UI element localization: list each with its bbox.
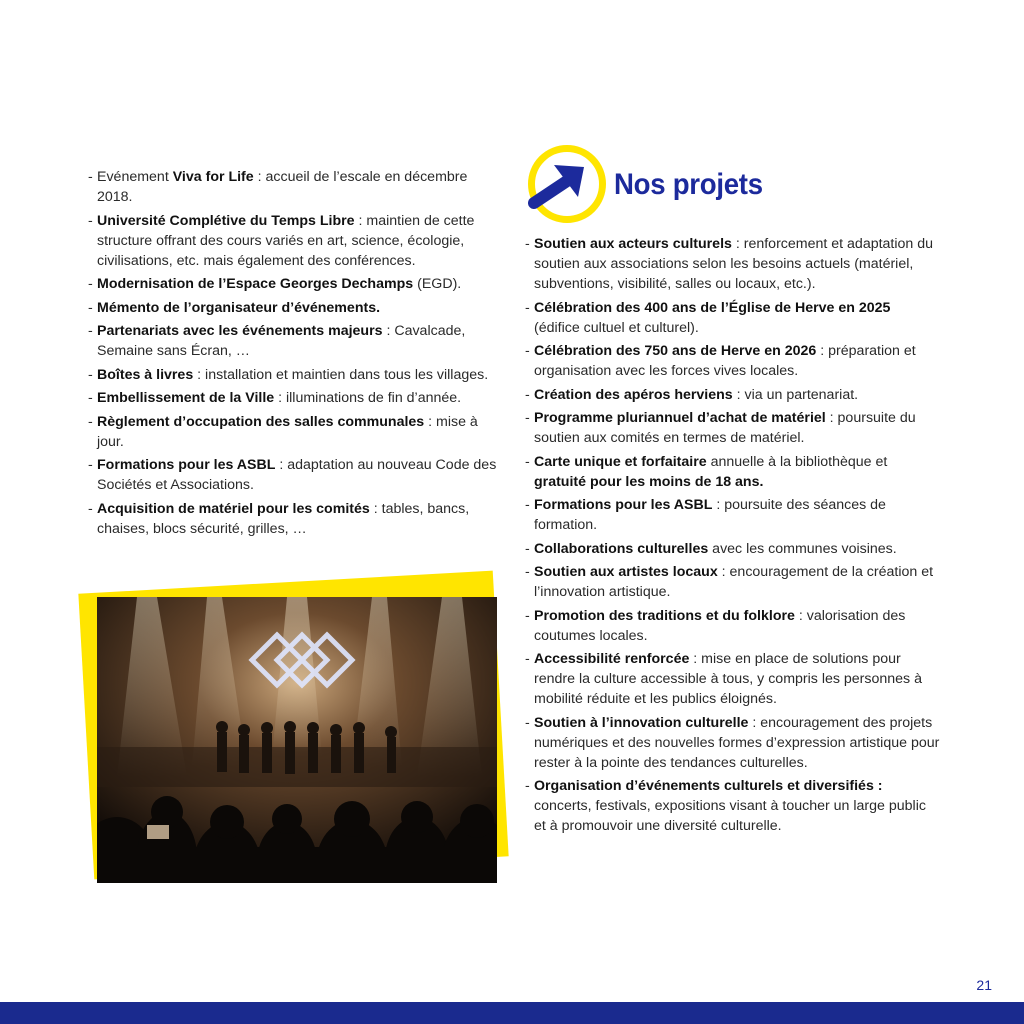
bullet-dash: -	[88, 413, 93, 430]
list-item-text	[534, 713, 940, 773]
list-item-text	[534, 562, 940, 602]
list-item-text	[534, 385, 940, 405]
bold-text: Boîtes à livres	[97, 366, 194, 383]
bold-text: Soutien aux acteurs culturels	[534, 236, 732, 252]
bullet-dash: -	[525, 386, 530, 403]
left-list-item	[88, 321, 500, 361]
plain-text: : mise à jour.	[97, 413, 478, 450]
right-list-item	[525, 649, 940, 709]
list-item-text	[534, 234, 940, 294]
bold-text: Organisation d’événements culturels et diversifiés :	[534, 778, 883, 794]
list-item-text	[97, 211, 500, 271]
plain-text: : maintien de cette structure offrant des cours variés en art, science, écologie, civilisations, etc. mais également des conférences.	[97, 212, 475, 269]
plain-text: : accueil de l’escale en décembre 2018.	[97, 169, 468, 205]
left-list-item	[88, 211, 500, 271]
list-item-text	[534, 606, 940, 646]
plain-text: : installation et maintien dans tous les villages.	[193, 366, 489, 383]
plain-text: : via un partenariat.	[732, 386, 859, 403]
list-item-text	[534, 649, 940, 709]
right-list-item	[525, 539, 940, 559]
bullet-dash: -	[88, 299, 93, 316]
list-item-text	[534, 452, 940, 492]
left-list-item	[88, 365, 500, 385]
footer-bar	[0, 1002, 1024, 1024]
bold-text: Programme pluriannuel d’achat de matériel	[534, 410, 826, 426]
left-list-item	[88, 274, 500, 294]
list-item-text	[97, 321, 500, 361]
list-item-text	[534, 776, 940, 836]
section-heading-block	[524, 143, 824, 228]
plain-text: : illuminations de fin d’année.	[274, 390, 462, 406]
list-item-text	[534, 539, 940, 559]
right-list-item	[525, 298, 940, 338]
photo-block	[88, 578, 518, 878]
plain-text: : adaptation au nouveau Code des Sociétés et Associations.	[97, 457, 497, 493]
left-list-item	[88, 388, 500, 408]
plain-text: : poursuite du soutien aux comités en termes de matériel.	[534, 410, 916, 446]
plain-text: Evénement	[97, 169, 173, 185]
bullet-dash: -	[525, 453, 530, 470]
bullet-dash: -	[525, 410, 530, 426]
list-item-text	[97, 499, 500, 539]
right-list-item	[525, 713, 940, 773]
plain-text: : valorisation des coutumes locales.	[534, 607, 906, 644]
plain-text: concerts, festivals, expositions visant à toucher un large public et à promouvoir une diversité culturelle.	[534, 798, 926, 834]
bold-text: Promotion des traditions et du folklore	[534, 607, 795, 624]
bold-text: Accessibilité renforcée	[534, 651, 690, 667]
right-list-item	[525, 408, 940, 448]
list-item-text	[97, 274, 500, 294]
right-list-item	[525, 606, 940, 646]
bold-text: Modernisation de l’Espace Georges Dechamps	[97, 276, 414, 292]
bold-text: Collaborations culturelles	[534, 540, 709, 557]
bullet-dash: -	[88, 169, 93, 185]
section-heading: Nos projets	[614, 168, 763, 201]
bullet-dash: -	[525, 564, 530, 580]
bullet-dash: -	[525, 236, 530, 252]
bullet-dash: -	[525, 540, 530, 557]
plain-text: : Cavalcade, Semaine sans Écran, …	[97, 323, 466, 359]
bold-text: Embellissement de la Ville	[97, 390, 275, 406]
bold-text: Viva for Life	[172, 169, 254, 185]
list-item-text	[534, 298, 940, 338]
left-list-item	[88, 298, 500, 318]
left-list-item	[88, 167, 500, 207]
bold-text: Acquisition de matériel pour les comités	[97, 500, 370, 517]
page-number: 21	[976, 977, 992, 993]
bold-text: gratuité pour les moins de 18 ans.	[534, 473, 764, 490]
plain-text: : mise en place de solutions pour rendre la culture accessible à tous, y compris les personnes à mobilité réduite et les publics éloignés.	[534, 651, 922, 707]
bold-text: Partenariats avec les événements majeurs	[97, 323, 383, 339]
list-item-text	[534, 341, 940, 381]
list-item-text	[534, 408, 940, 448]
arrow-up-right-icon	[524, 143, 608, 227]
bold-text: Soutien aux artistes locaux	[534, 564, 718, 580]
left-list-item	[88, 455, 500, 495]
bold-text: Université Complétive du Temps Libre	[97, 212, 355, 229]
left-list-item	[88, 499, 500, 539]
bullet-dash: -	[88, 323, 93, 339]
plain-text: : poursuite des séances de formation.	[534, 497, 886, 533]
bullet-dash: -	[525, 778, 530, 794]
bold-text: Célébration des 400 ans de l’Église de Herve en 2025	[534, 299, 891, 316]
right-list-item	[525, 776, 940, 836]
list-item-text	[97, 365, 500, 385]
bullet-dash: -	[88, 500, 93, 517]
bullet-dash: -	[88, 457, 93, 473]
right-list-item	[525, 341, 940, 381]
plain-text: : renforcement et adaptation du soutien aux associations selon les besoins actuels (matériel, subventions, visibilité, salles ou locaux, etc.).	[534, 236, 934, 292]
right-list-item	[525, 495, 940, 535]
plain-text: (édifice cultuel et culturel).	[534, 319, 699, 336]
right-list-item	[525, 562, 940, 602]
concert-stage-photo	[97, 597, 497, 883]
bullet-dash: -	[525, 651, 530, 667]
bullet-dash: -	[525, 299, 530, 316]
bold-text: Règlement d’occupation des salles communales	[97, 413, 425, 430]
plain-text: : encouragement de la création et l’innovation artistique.	[534, 564, 934, 600]
bold-text: Formations pour les ASBL	[97, 457, 276, 473]
plain-text: (EGD).	[413, 276, 462, 292]
right-column	[525, 234, 940, 840]
bullet-dash: -	[525, 343, 530, 359]
right-list-item	[525, 385, 940, 405]
bold-text: Création des apéros herviens	[534, 386, 733, 403]
right-list-item	[525, 452, 940, 492]
bold-text: Mémento de l’organisateur d’événements.	[97, 299, 381, 316]
right-list-item	[525, 234, 940, 294]
plain-text: : tables, bancs, chaises, blocs sécurité, grilles, …	[97, 500, 470, 537]
left-list-item	[88, 412, 500, 452]
list-item-text	[97, 388, 500, 408]
bold-text: Carte unique et forfaitaire	[534, 453, 707, 470]
list-item-text	[97, 167, 500, 207]
bullet-dash: -	[88, 276, 93, 292]
left-column	[88, 167, 500, 542]
list-item-text	[534, 495, 940, 535]
plain-text: avec les communes voisines.	[708, 540, 897, 557]
bullet-dash: -	[525, 607, 530, 624]
list-item-text	[97, 298, 500, 318]
bold-text: Célébration des 750 ans de Herve en 2026	[534, 343, 817, 359]
bullet-dash: -	[88, 390, 93, 406]
plain-text: : préparation et organisation avec les forces vives locales.	[534, 343, 916, 379]
list-item-text	[97, 455, 500, 495]
bullet-dash: -	[525, 497, 530, 513]
list-item-text	[97, 412, 500, 452]
bold-text: Soutien à l’innovation culturelle	[534, 714, 749, 731]
plain-text: : encouragement des projets numériques et des nouvelles formes d’expression artistique pour rester à la pointe des tendances culturelles.	[534, 714, 940, 771]
bullet-dash: -	[525, 714, 530, 731]
bold-text: Formations pour les ASBL	[534, 497, 713, 513]
bullet-dash: -	[88, 366, 93, 383]
bullet-dash: -	[88, 212, 93, 229]
plain-text: annuelle à la bibliothèque et	[706, 453, 888, 470]
